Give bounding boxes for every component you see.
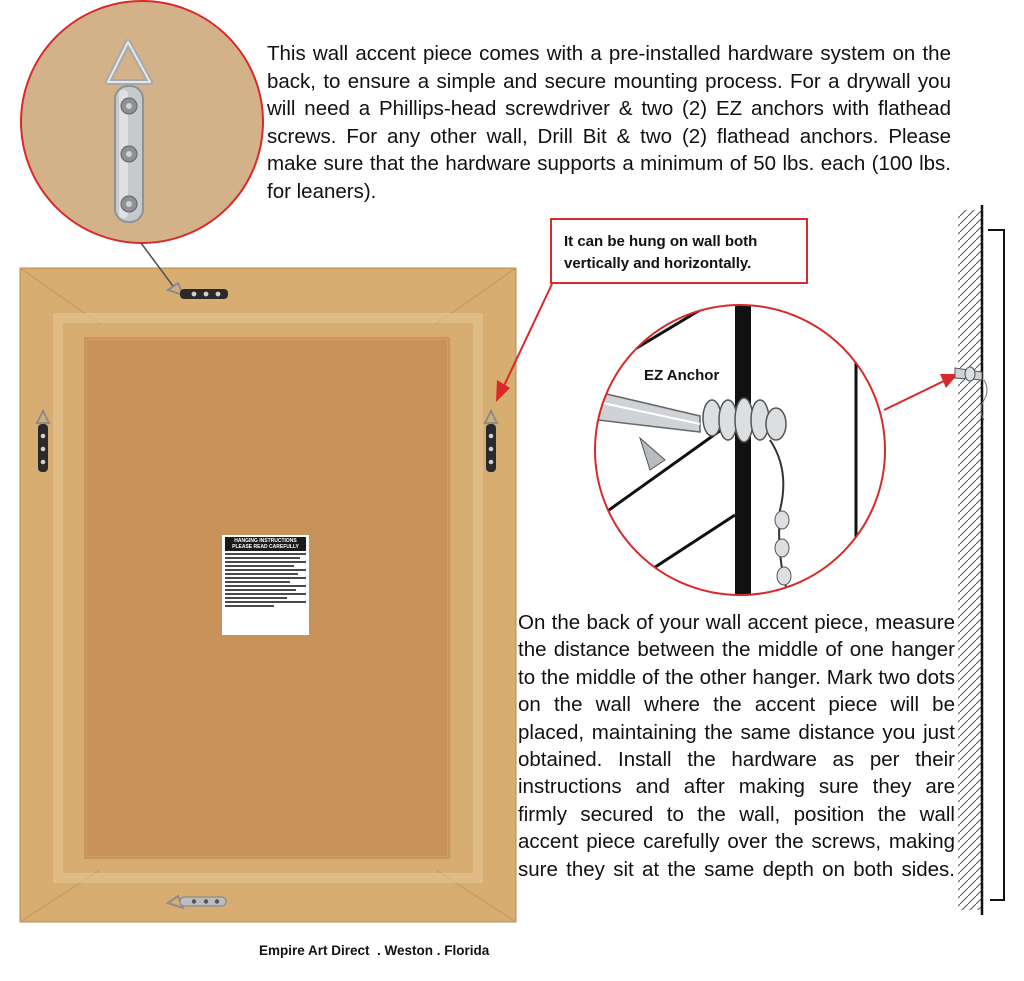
label-body-lines <box>225 553 306 607</box>
label-heading: HANGING INSTRUCTIONS PLEASE READ CAREFULLY <box>225 537 306 551</box>
hanging-instructions-label <box>222 535 309 635</box>
footer-company: Empire Art Direct . Weston . Florida <box>259 943 490 958</box>
ez-anchor-label: EZ Anchor <box>644 367 720 384</box>
ez-anchor-detail-circle <box>590 300 890 600</box>
orientation-callout: It can be hung on wall both vertically and horizontally. <box>550 218 808 284</box>
hanger-zoom-circle <box>20 0 270 250</box>
wall-side-view <box>955 205 1004 915</box>
intro-paragraph: This wall accent piece comes with a pre-installed hardware system on the back, to ensure a simple and secure mounting process. For a drywall you will need a Phillips-head screwdriver & two (2) EZ anchors with flathead screws. For any other wall, Drill Bit & two (2) flathead anchors. Please make sure that the hardware supports a minimum of 50 lbs. each (100 lbs. for leaners). <box>267 42 951 203</box>
mounting-instructions-paragraph: On the back of your wall accent piece, measure the distance between the middle of one hanger to the middle of the other hanger. Mark two dots on the wall where the accent piece will be placed, maintaining the same distance you just obtained. Install the hardware as per their instructions and after making sure they are firmly secured to the wall, position the wall accent piece carefully over the screws, making sure they sit at the same depth on both sides. <box>518 611 955 881</box>
wall-arrow <box>884 374 958 410</box>
